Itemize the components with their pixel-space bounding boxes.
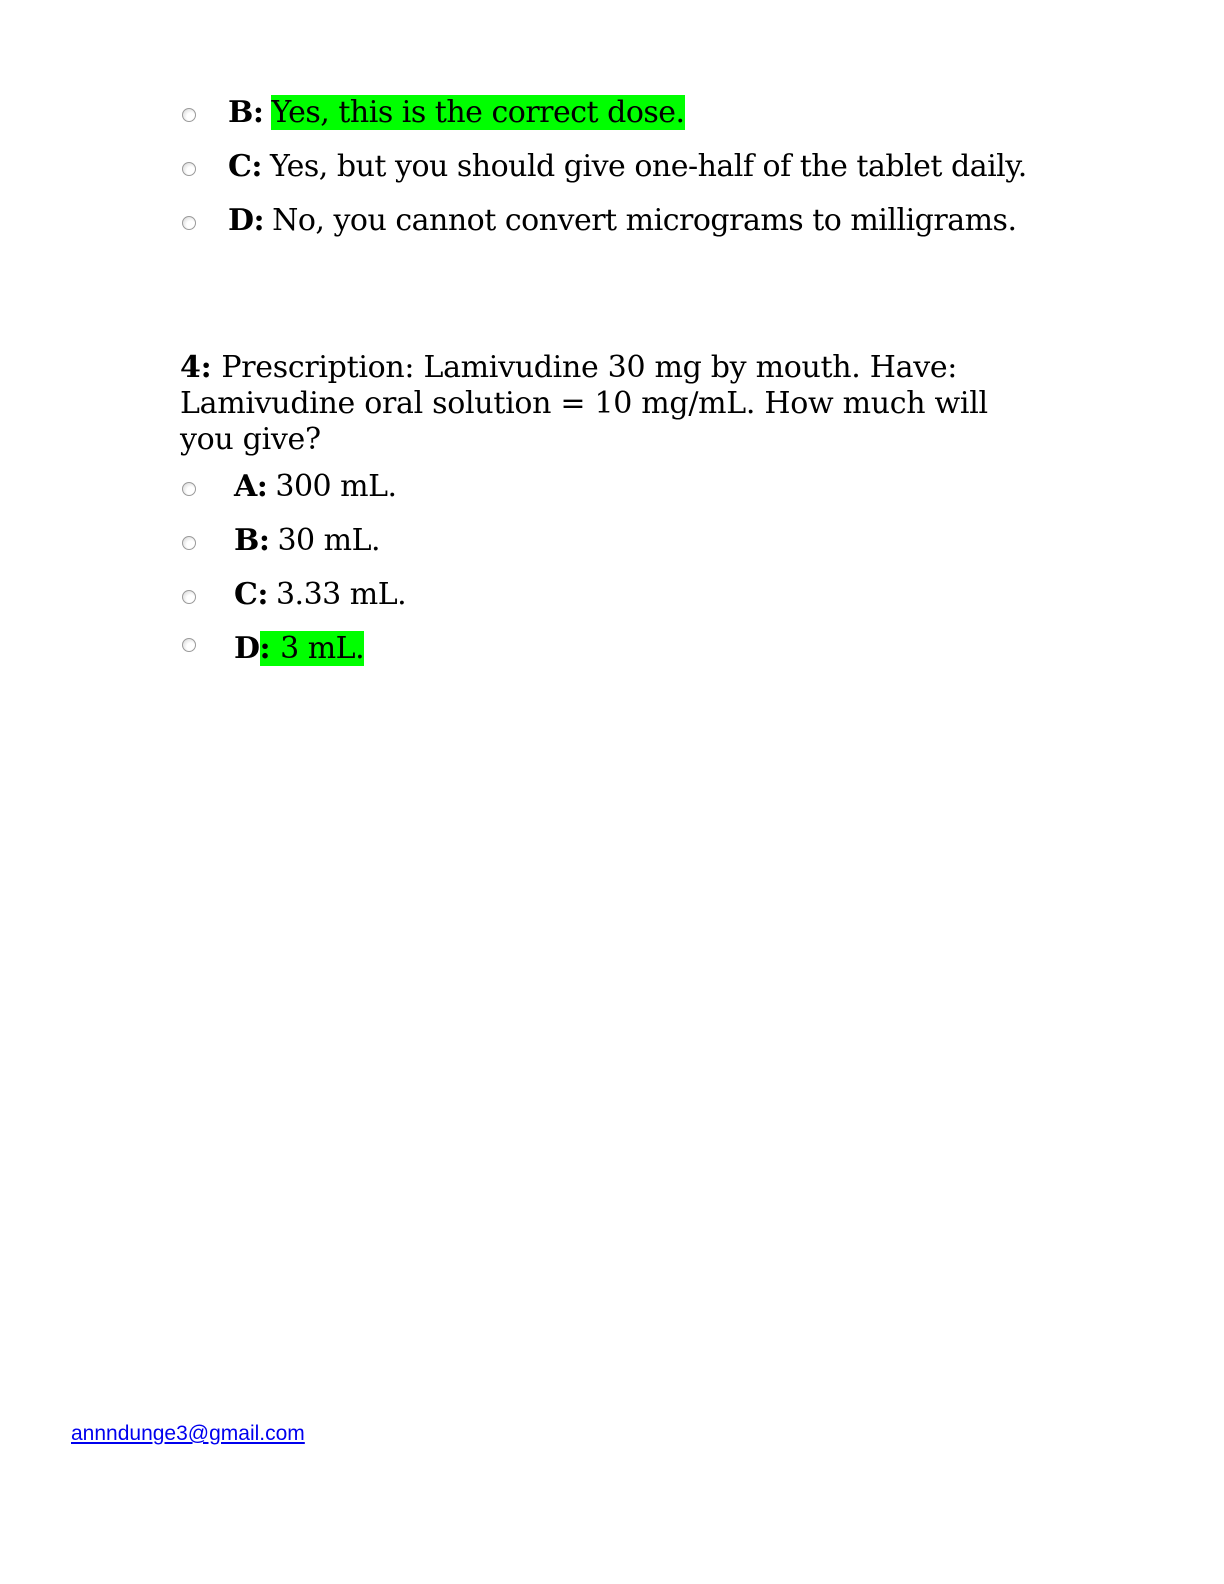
- option-letter: B:: [234, 522, 270, 558]
- option-text: 300 mL.: [275, 468, 397, 504]
- question-4: [180, 350, 1040, 458]
- radio-button-icon[interactable]: [182, 216, 196, 230]
- option-letter: A:: [234, 468, 268, 504]
- option-text: Yes, but you should give one-half of the tablet daily.: [269, 148, 1027, 184]
- option-text: No, you cannot convert micrograms to milligrams.: [272, 202, 1017, 238]
- question-number: 4:: [180, 350, 212, 385]
- q3-option-b[interactable]: [182, 92, 685, 132]
- option-text: 30 mL.: [277, 522, 381, 558]
- option-text: 3.33 mL.: [275, 576, 407, 612]
- radio-button-icon[interactable]: [182, 162, 196, 176]
- q4-option-b[interactable]: [182, 520, 380, 560]
- q4-option-d[interactable]: [182, 628, 364, 668]
- q3-option-c[interactable]: [182, 146, 1027, 186]
- radio-button-icon[interactable]: [182, 108, 196, 122]
- option-letter-main: D: [234, 630, 260, 666]
- option-letter-colon: :: [259, 630, 271, 666]
- radio-button-icon[interactable]: [182, 590, 196, 604]
- footer-email-link[interactable]: annndunge3@gmail.com: [71, 1422, 305, 1445]
- q4-option-a[interactable]: [182, 466, 397, 506]
- question-text: Prescription: Lamivudine 30 mg by mouth. Have: Lamivudine oral solution = 10 mg/mL. How much will you give?: [180, 350, 988, 457]
- option-letter: C:: [228, 148, 262, 184]
- radio-button-icon[interactable]: [182, 536, 196, 550]
- option-letter: C:: [234, 576, 268, 612]
- option-text-correct: 3 mL.: [272, 631, 364, 666]
- q3-option-d[interactable]: [182, 200, 1017, 240]
- radio-button-icon[interactable]: [182, 482, 196, 496]
- radio-button-icon[interactable]: [182, 638, 196, 652]
- option-text-correct: Yes, this is the correct dose.: [271, 94, 685, 130]
- q4-option-c[interactable]: [182, 574, 406, 614]
- option-letter: D:: [228, 202, 265, 238]
- option-letter: [234, 631, 272, 666]
- option-letter: B:: [228, 94, 264, 130]
